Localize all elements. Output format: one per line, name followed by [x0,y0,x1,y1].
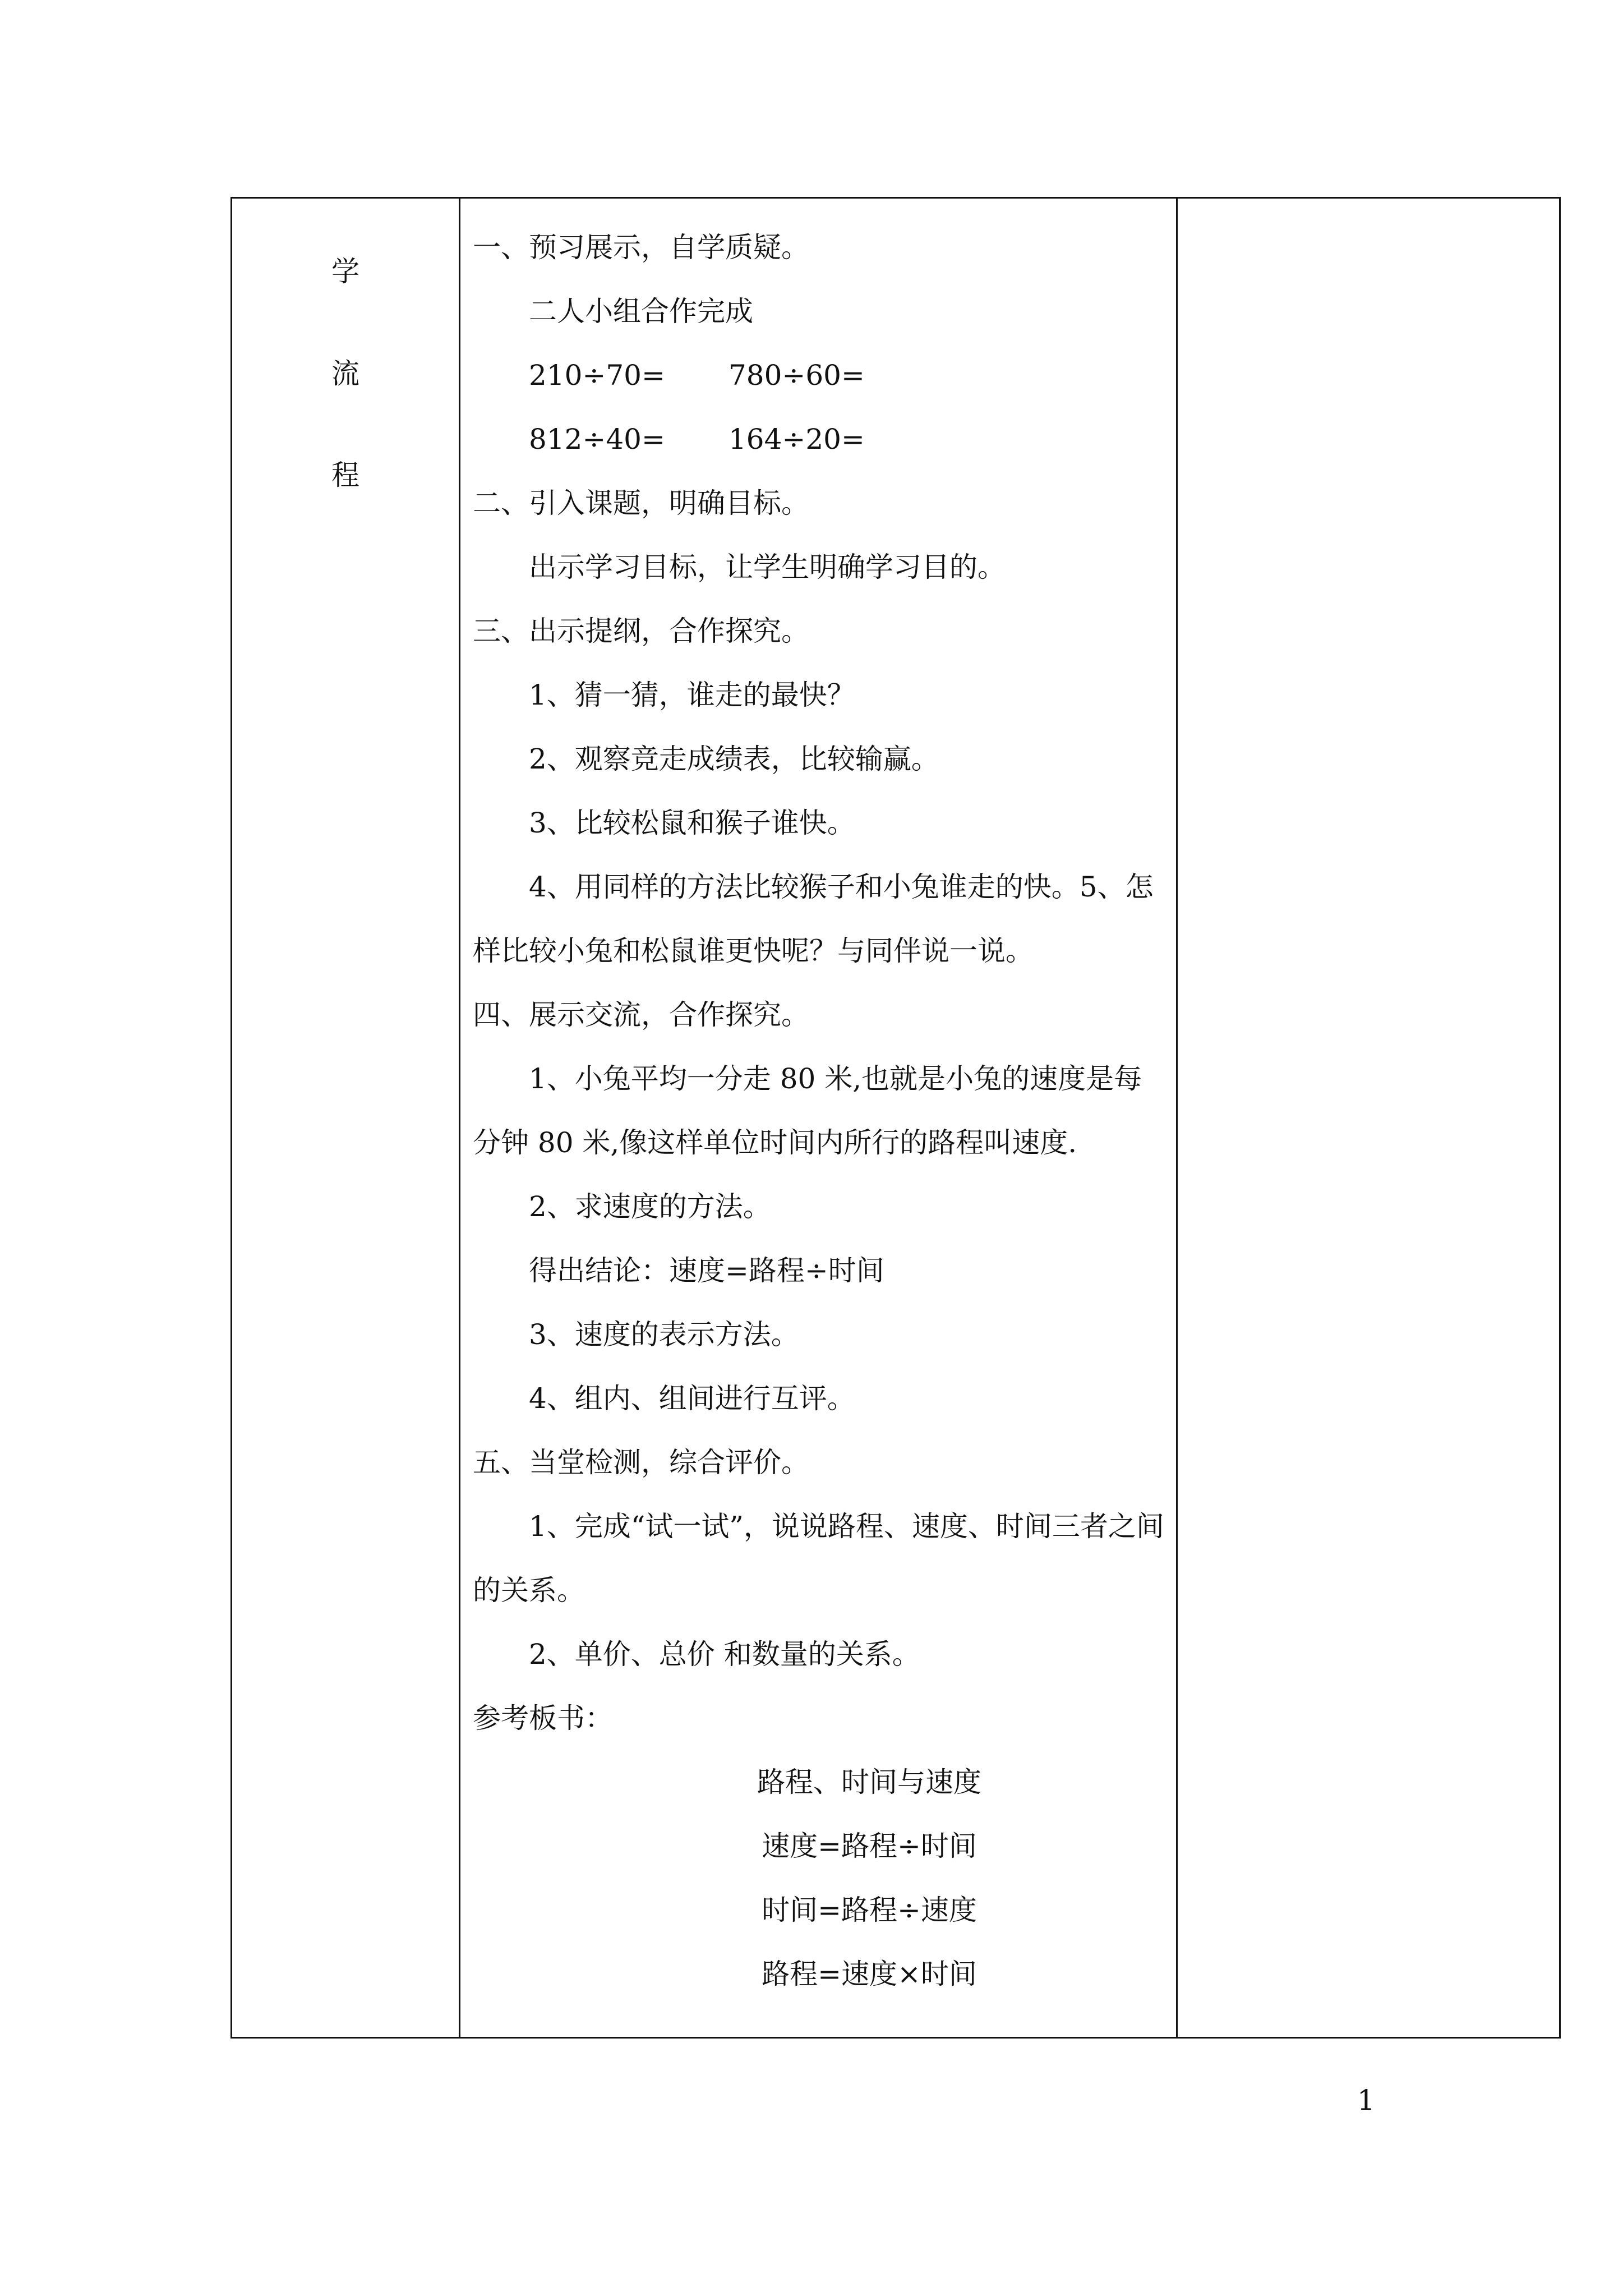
list-item: 3、速度的表示方法。 [529,1318,799,1351]
section-title: 四、展示交流，合作探究。 [473,999,809,1031]
list-item: 1、猜一猜，谁走的最快？ [529,679,855,711]
conclusion-text: 得出结论：速度=路程÷时间 [529,1254,884,1287]
label-char: 学 [331,255,359,288]
list-item: 3、比较松鼠和猴子谁快。 [529,807,855,839]
calculation-row [473,343,1165,407]
board-label: 参考板书： [473,1702,613,1734]
list-item: 4、用同样的方法比较猴子和小兔谁走的快。5、怎样比较小兔和松鼠谁更快呢？与同伴说一说。 [473,871,1154,967]
calculation: 780÷60= [728,359,865,392]
table-row [232,198,1560,2038]
calculation-row [473,407,1165,471]
board-line: 路程=速度×时间 [762,1958,977,1990]
calculation: 812÷40= [529,423,665,455]
lesson-plan-table [230,197,1561,2039]
label-column-cell [232,198,460,2038]
list-item: 1、小兔平均一分走 80 米,也就是小兔的速度是每分钟 80 米,像这样单位时间内所行的路程叫速度. [473,1062,1142,1159]
vertical-label [232,199,459,2037]
section-title: 二、引入课题，明确目标。 [473,487,809,519]
section-text: 二人小组合作完成 [529,295,753,328]
list-item: 2、单价、总价 和数量的关系。 [529,1638,920,1671]
calculation: 164÷20= [728,423,865,455]
calculation: 210÷70= [529,359,665,392]
label-char: 流 [331,357,359,390]
label-char: 程 [331,459,359,491]
list-item: 1、完成“试一试”，说说路程、速度、时间三者之间的关系。 [473,1510,1164,1607]
section-title: 三、出示提纲，合作探究。 [473,615,809,647]
board-line: 时间=路程÷速度 [762,1894,977,1926]
section-title: 一、预习展示，自学质疑。 [473,231,809,264]
main-content-cell [460,198,1177,2038]
lesson-content [460,199,1176,2006]
board-line: 速度=路程÷时间 [762,1830,977,1862]
section-title: 五、当堂检测，综合评价。 [473,1446,809,1479]
section-text: 出示学习目标，让学生明确学习目的。 [529,551,1006,583]
notes-column-cell [1177,198,1560,2038]
page-number: 1 [1357,2084,1375,2116]
list-item: 2、观察竞走成绩表，比较输赢。 [529,743,939,775]
list-item: 4、组内、组间进行互评。 [529,1382,855,1415]
board-line: 路程、时间与速度 [757,1766,981,1798]
list-item: 2、求速度的方法。 [529,1190,771,1223]
